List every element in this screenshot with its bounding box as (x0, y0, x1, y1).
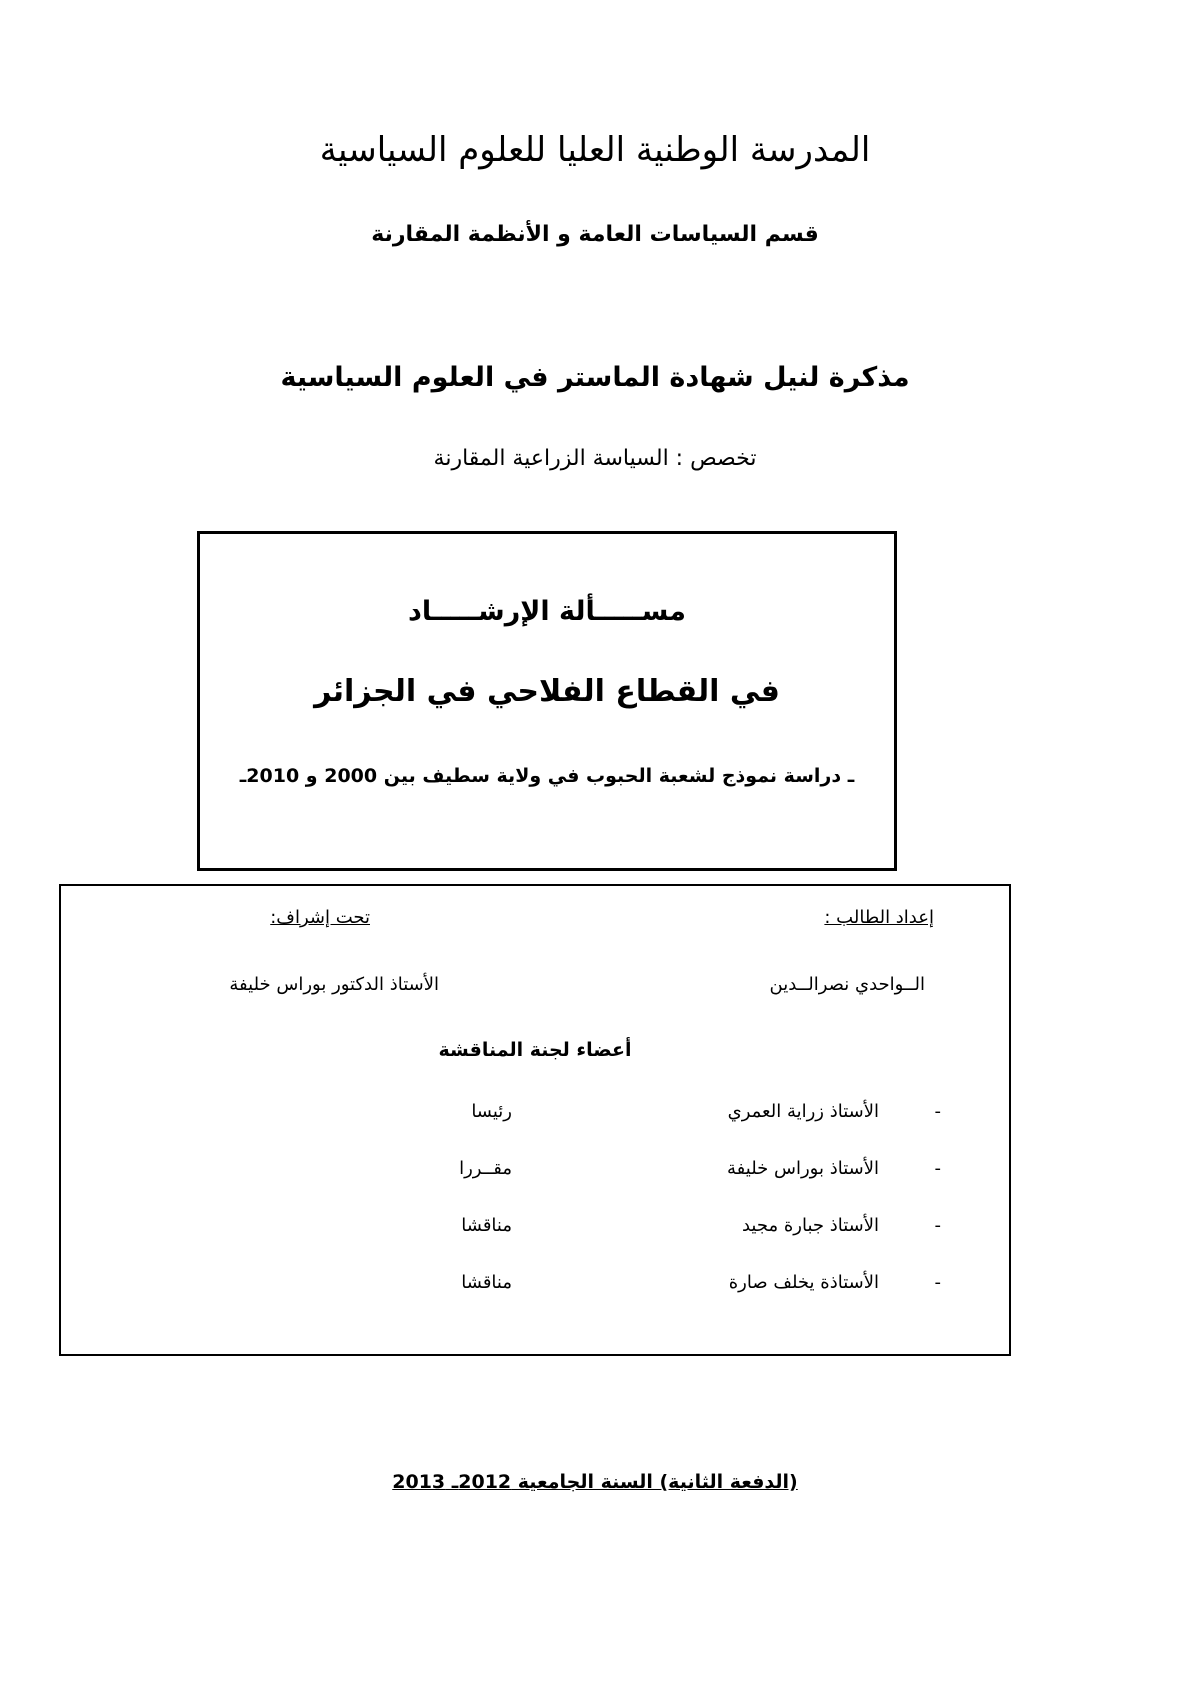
member-dash: - (934, 1101, 941, 1122)
member-dash: - (934, 1272, 941, 1293)
student-name: الــواحدي نصرالــدين (769, 974, 925, 995)
member-name: الأستاذ جبارة مجيد (741, 1215, 879, 1236)
academic-year-footer (0, 1471, 1190, 1493)
info-box (59, 884, 1011, 1356)
title-box (197, 531, 897, 871)
member-dash: - (934, 1215, 941, 1236)
thesis-title-line-2: في القطاع الفلاحي في الجزائر (314, 674, 780, 709)
school-name: المدرسة الوطنية العليا للعلوم السياسية (319, 130, 871, 170)
supervisor-name: الأستاذ الدكتور بوراس خليفة (229, 974, 439, 995)
thesis-subtitle: ـ دراسة نموذج لشعبة الحبوب في ولاية سطيف بين 2000 و 2010ـ (239, 765, 855, 787)
specialization: تخصص : السياسة الزراعية المقارنة (433, 446, 757, 471)
member-name: الأستاذة يخلف صارة (728, 1272, 879, 1293)
member-role: مناقشا (461, 1215, 512, 1236)
department-name: قسم السياسات العامة و الأنظمة المقارنة (371, 222, 819, 247)
member-name: الأستاذ بوراس خليفة (727, 1158, 879, 1179)
memo-type: مذكرة لنيل شهادة الماستر في العلوم السياسية (280, 362, 910, 393)
member-dash: - (934, 1158, 941, 1179)
supervisor-label: تحت إشراف: (270, 907, 370, 928)
member-role: رئيسا (471, 1101, 512, 1122)
committee-title: أعضاء لجنة المناقشة (438, 1039, 632, 1061)
member-role: مناقشا (461, 1272, 512, 1293)
member-role: مقــررا (459, 1158, 512, 1179)
thesis-title-line-1: مســـــألة الإرشـــــاد (408, 596, 686, 627)
academic-year-text: (الدفعة الثانية) السنة الجامعية 2012ـ 2013 (392, 1471, 798, 1493)
student-label: إعداد الطالب : (824, 907, 934, 928)
member-name: الأستاذ زراية العمري (727, 1101, 879, 1122)
